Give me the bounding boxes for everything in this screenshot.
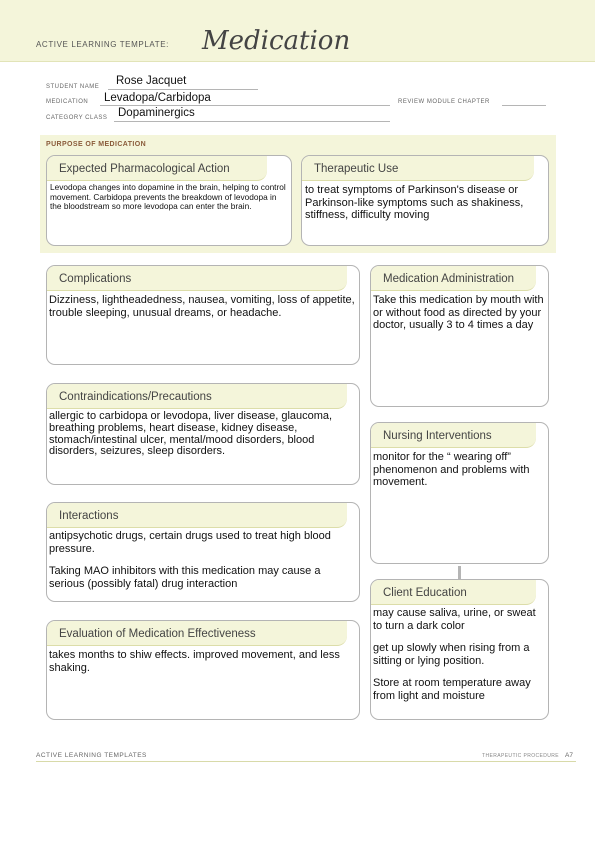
expected-action-box xyxy=(46,155,292,246)
medication-label: MEDICATION xyxy=(46,99,89,105)
student-name-underline xyxy=(108,89,258,90)
procedure-label: THERAPEUTIC PROCEDURE xyxy=(482,753,560,759)
medication-underline xyxy=(100,105,390,106)
template-label: ACTIVE LEARNING TEMPLATE: xyxy=(36,40,169,49)
interactions-paragraph: Taking MAO inhibitors with this medication may cause a serious (possibly fatal) drug interaction xyxy=(49,565,321,590)
footer-right xyxy=(482,752,573,759)
nursing-interventions-box xyxy=(370,422,549,564)
page-title: Medication xyxy=(202,26,351,56)
client-education-box xyxy=(370,579,549,720)
contraindications-heading: Contraindications/Precautions xyxy=(59,391,212,403)
medication-value[interactable]: Levadopa/Carbidopa xyxy=(104,92,211,104)
column-connector xyxy=(458,566,461,579)
interactions-text[interactable] xyxy=(49,530,357,600)
category-class-underline xyxy=(114,121,390,122)
category-class-label: CATEGORY CLASS xyxy=(46,115,108,121)
client-education-paragraph: get up slowly when rising from a sitting or lying position. xyxy=(373,642,530,667)
administration-box xyxy=(370,265,549,407)
administration-text[interactable]: Take this medication by mouth with or without food as directed by your doctor, usually 3 to 4 times a day xyxy=(373,294,544,331)
therapeutic-use-text[interactable]: to treat symptoms of Parkinson's disease or Parkinson-like symptoms such as shakiness, stiffness, difficulty moving xyxy=(305,184,524,221)
interactions-heading: Interactions xyxy=(59,510,119,522)
expected-action-text[interactable]: Levodopa changes into dopamine in the brain, helping to control movement. Carbidopa prevents the breakdown of levodopa in the bloodstream so more levodopa can enter the brain. xyxy=(50,182,286,212)
expected-action-heading: Expected Pharmacological Action xyxy=(59,163,230,175)
evaluation-box xyxy=(46,620,360,720)
review-module-label: REVIEW MODULE CHAPTER xyxy=(398,99,490,105)
client-education-paragraph: may cause saliva, urine, or sweat to turn a dark color xyxy=(373,607,536,632)
category-class-value[interactable]: Dopaminergics xyxy=(118,107,195,119)
evaluation-text[interactable]: takes months to shiw effects. improved movement, and less shaking. xyxy=(49,649,340,674)
nursing-interventions-text[interactable]: monitor for the “ wearing off” phenomenon and problems with movement. xyxy=(373,451,530,488)
student-name-value[interactable]: Rose Jacquet xyxy=(116,75,187,87)
nursing-interventions-heading: Nursing Interventions xyxy=(383,430,492,442)
complications-heading: Complications xyxy=(59,273,132,285)
complications-text[interactable]: Dizziness, lightheadedness, nausea, vomiting, loss of appetite, trouble sleeping, unusual dreams, or headache. xyxy=(49,294,355,319)
complications-box xyxy=(46,265,360,365)
contraindications-header xyxy=(47,384,347,409)
expected-action-header xyxy=(47,156,267,181)
student-name-label: STUDENT NAME xyxy=(46,84,100,90)
review-module-underline xyxy=(502,105,546,106)
therapeutic-use-heading: Therapeutic Use xyxy=(314,163,399,175)
evaluation-header xyxy=(47,621,347,646)
complications-header xyxy=(47,266,347,291)
interactions-box xyxy=(46,502,360,602)
administration-header xyxy=(371,266,536,291)
client-education-paragraph: Store at room temperature away from light and moisture xyxy=(373,677,531,702)
contraindications-box xyxy=(46,383,360,485)
nursing-interventions-header xyxy=(371,423,536,448)
contraindications-text[interactable]: allergic to carbidopa or levodopa, liver disease, glaucoma, breathing problems, heart disease, kidney disease, stomach/intestinal ulcer, mental/mood disorders, blood disorders, seizures, sleep disorders. xyxy=(49,410,333,458)
interactions-paragraph: antipsychotic drugs, certain drugs used to treat high blood pressure. xyxy=(49,530,331,555)
client-education-text[interactable] xyxy=(373,607,545,712)
footer-left-label: ACTIVE LEARNING TEMPLATES xyxy=(36,752,147,759)
client-education-header xyxy=(371,580,536,605)
evaluation-heading: Evaluation of Medication Effectiveness xyxy=(59,628,256,640)
client-education-heading: Client Education xyxy=(383,587,467,599)
purpose-title: PURPOSE OF MEDICATION xyxy=(46,141,147,148)
footer-divider xyxy=(36,761,576,762)
administration-heading: Medication Administration xyxy=(383,273,515,285)
therapeutic-use-box xyxy=(301,155,549,246)
interactions-header xyxy=(47,503,347,528)
page-number: A7 xyxy=(565,752,573,759)
therapeutic-use-header xyxy=(302,156,534,181)
